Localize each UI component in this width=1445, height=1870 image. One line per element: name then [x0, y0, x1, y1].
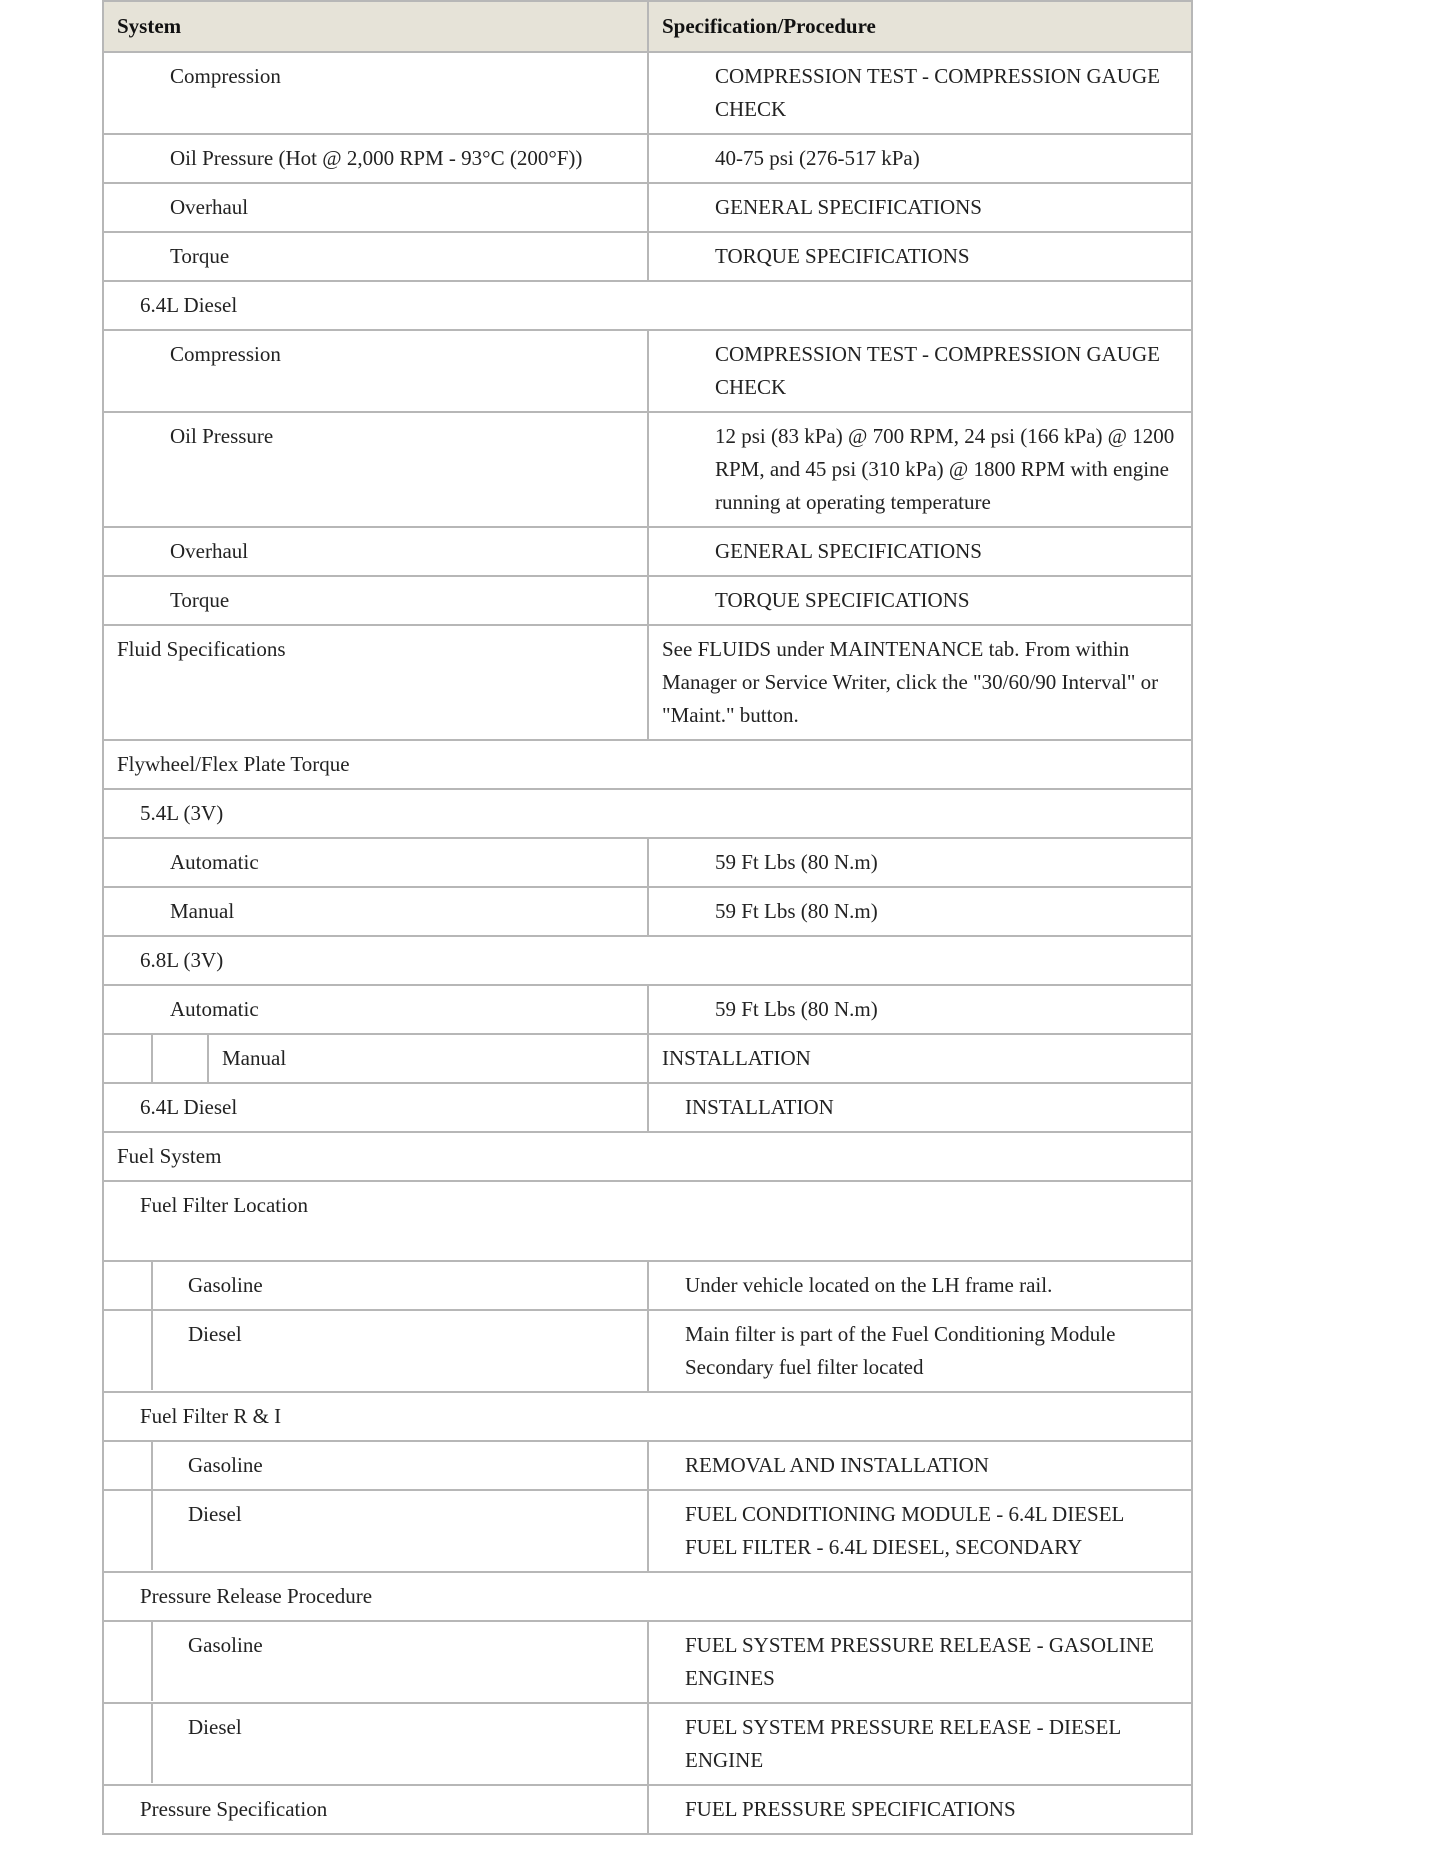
indent-cell — [104, 1704, 152, 1783]
spec-link[interactable]: GENERAL SPECIFICATIONS — [648, 183, 1192, 232]
table-row — [103, 625, 1192, 740]
spec-link[interactable]: REMOVAL AND INSTALLATION — [648, 1441, 1192, 1490]
table-row — [103, 1261, 1192, 1310]
system-cell: Compression — [103, 52, 648, 134]
spec-link[interactable]: COMPRESSION TEST - COMPRESSION GAUGE CHECK — [648, 330, 1192, 412]
spec-value: 12 psi (83 kPa) @ 700 RPM, 24 psi (166 kPa) @ 1200 RPM, and 45 psi (310 kPa) @ 1800 RPM with engine running at operating temperature — [648, 412, 1192, 527]
table-row — [103, 1703, 1192, 1785]
table-row — [103, 1441, 1192, 1490]
header-specification: Specification/Procedure — [648, 1, 1192, 52]
table-row — [103, 183, 1192, 232]
spec-cell — [648, 1490, 1192, 1572]
indent-cell — [104, 1311, 152, 1390]
indent-cell — [104, 1491, 152, 1570]
table-header-row — [103, 1, 1192, 52]
table-row — [103, 412, 1192, 527]
table-row — [103, 527, 1192, 576]
indent-cell — [104, 1442, 152, 1489]
spec-link[interactable]: TORQUE SPECIFICATIONS — [648, 232, 1192, 281]
system-cell: Overhaul — [103, 183, 648, 232]
nested-system-cell — [103, 1490, 648, 1572]
group-row — [103, 281, 1192, 330]
nested-system-cell — [103, 1261, 648, 1310]
system-cell: 6.4L Diesel — [103, 1083, 648, 1132]
spec-value: 59 Ft Lbs (80 N.m) — [648, 887, 1192, 936]
spec-value: Under vehicle located on the LH frame rail. — [648, 1261, 1192, 1310]
table-row — [103, 1034, 1192, 1083]
specifications-table — [102, 0, 1193, 1835]
system-cell: Torque — [103, 232, 648, 281]
table-row — [103, 52, 1192, 134]
nested-system-cell — [103, 1034, 648, 1083]
spec-link[interactable]: FUEL SYSTEM PRESSURE RELEASE - GASOLINE ENGINES — [648, 1621, 1192, 1703]
spec-value: 40-75 psi (276-517 kPa) — [648, 134, 1192, 183]
spec-link[interactable]: COMPRESSION TEST - COMPRESSION GAUGE CHECK — [648, 52, 1192, 134]
group-heading: 5.4L (3V) — [103, 789, 1192, 838]
spec-link[interactable]: INSTALLATION — [648, 1083, 1192, 1132]
group-row — [103, 1572, 1192, 1621]
group-heading: Fuel Filter Location — [103, 1181, 1192, 1261]
table-row — [103, 1490, 1192, 1572]
nested-system-cell — [103, 1310, 648, 1392]
spec-link[interactable]: FUEL FILTER - 6.4L DIESEL, SECONDARY — [685, 1535, 1083, 1559]
system-cell: Fluid Specifications — [103, 625, 648, 740]
table-row — [103, 330, 1192, 412]
table-row — [103, 134, 1192, 183]
system-cell: Gasoline — [152, 1262, 647, 1309]
table-row — [103, 1310, 1192, 1392]
nested-system-cell — [103, 1441, 648, 1490]
spec-link[interactable]: Main filter is part of the Fuel Conditioning Module — [685, 1322, 1116, 1346]
system-cell: Overhaul — [103, 527, 648, 576]
spec-link[interactable]: FUEL SYSTEM PRESSURE RELEASE - DIESEL ENGINE — [648, 1703, 1192, 1785]
spec-cell — [648, 1310, 1192, 1392]
system-cell: Compression — [103, 330, 648, 412]
system-cell: Gasoline — [152, 1622, 647, 1701]
system-cell: Diesel — [152, 1491, 647, 1570]
group-heading: 6.8L (3V) — [103, 936, 1192, 985]
system-cell: Pressure Specification — [103, 1785, 648, 1834]
spec-link[interactable]: FUEL PRESSURE SPECIFICATIONS — [648, 1785, 1192, 1834]
group-heading: 6.4L Diesel — [103, 281, 1192, 330]
group-heading: Flywheel/Flex Plate Torque — [103, 740, 1192, 789]
group-row — [103, 1132, 1192, 1181]
header-system: System — [103, 1, 648, 52]
system-cell: Diesel — [152, 1311, 647, 1390]
group-heading: Fuel System — [103, 1132, 1192, 1181]
indent-cell — [152, 1035, 208, 1082]
group-heading: Fuel Filter R & I — [103, 1392, 1192, 1441]
system-cell: Oil Pressure — [103, 412, 648, 527]
table-row — [103, 1621, 1192, 1703]
spec-link[interactable]: INSTALLATION — [648, 1034, 1192, 1083]
system-cell: Oil Pressure (Hot @ 2,000 RPM - 93°C (200°F)) — [103, 134, 648, 183]
group-heading: Pressure Release Procedure — [103, 1572, 1192, 1621]
nested-system-cell — [103, 1703, 648, 1785]
table-row — [103, 1083, 1192, 1132]
spec-value: See FLUIDS under MAINTENANCE tab. From within Manager or Service Writer, click the "30/60/90 Interval" or "Maint." button. — [648, 625, 1192, 740]
indent-cell — [104, 1262, 152, 1309]
table-row — [103, 985, 1192, 1034]
group-row — [103, 789, 1192, 838]
system-cell: Automatic — [103, 838, 648, 887]
table-row — [103, 1785, 1192, 1834]
table-row — [103, 838, 1192, 887]
indent-cell — [104, 1035, 152, 1082]
group-row — [103, 740, 1192, 789]
group-row — [103, 936, 1192, 985]
table-row — [103, 232, 1192, 281]
system-cell: Diesel — [152, 1704, 647, 1783]
nested-system-cell — [103, 1621, 648, 1703]
table-row — [103, 887, 1192, 936]
system-cell: Manual — [208, 1035, 647, 1082]
group-row — [103, 1392, 1192, 1441]
spec-value: 59 Ft Lbs (80 N.m) — [648, 838, 1192, 887]
spec-link[interactable]: FUEL CONDITIONING MODULE - 6.4L DIESEL — [685, 1502, 1125, 1526]
system-cell: Torque — [103, 576, 648, 625]
spec-link[interactable]: TORQUE SPECIFICATIONS — [648, 576, 1192, 625]
spec-link[interactable]: GENERAL SPECIFICATIONS — [648, 527, 1192, 576]
system-cell: Gasoline — [152, 1442, 647, 1489]
group-row — [103, 1181, 1192, 1261]
indent-cell — [104, 1622, 152, 1701]
system-cell: Manual — [103, 887, 648, 936]
system-cell: Automatic — [103, 985, 648, 1034]
table-row — [103, 576, 1192, 625]
spec-link[interactable]: Secondary fuel filter located — [685, 1355, 924, 1379]
spec-value: 59 Ft Lbs (80 N.m) — [648, 985, 1192, 1034]
